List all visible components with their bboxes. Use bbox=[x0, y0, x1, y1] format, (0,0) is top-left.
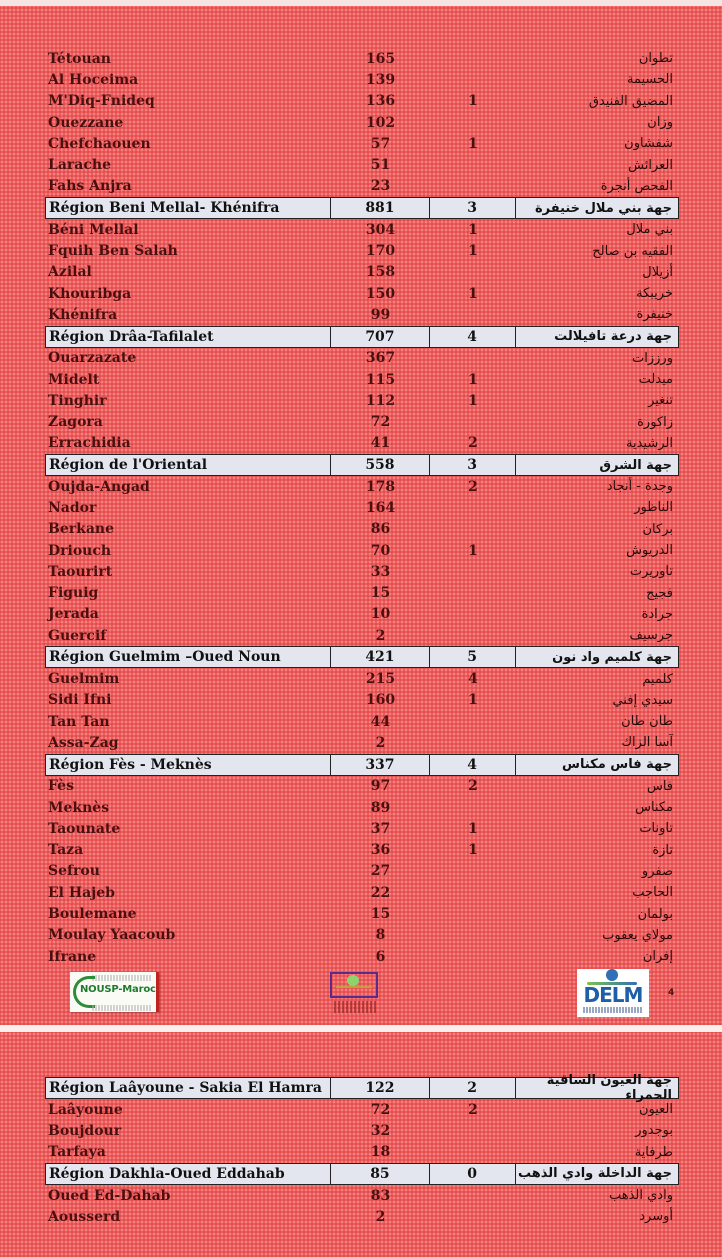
name-ar-cell: مولاي يعقوب bbox=[602, 927, 673, 943]
name-fr-cell: Midelt bbox=[48, 371, 100, 388]
cases-cell: 85 bbox=[331, 1164, 430, 1184]
name-fr-cell: Béni Mellal bbox=[48, 221, 139, 238]
name-fr-cell: Fquih Ben Salah bbox=[48, 243, 178, 260]
logo-caption bbox=[334, 1001, 376, 1013]
cases-cell: 70 bbox=[370, 542, 391, 559]
cases-cell: 2 bbox=[375, 1208, 386, 1225]
deaths-cell: 1 bbox=[468, 692, 478, 709]
cases-cell: 215 bbox=[365, 671, 396, 688]
name-ar-cell: إفران bbox=[642, 949, 673, 965]
cases-cell: 97 bbox=[370, 778, 391, 795]
name-ar-cell: فاس bbox=[646, 778, 673, 794]
deaths-cell: 2 bbox=[468, 478, 478, 495]
cases-cell: 421 bbox=[331, 647, 430, 667]
name-ar-cell: جهة العيون الساقية الحمراء bbox=[546, 1073, 673, 1103]
name-fr-cell: Région Beni Mellal- Khénifra bbox=[46, 198, 331, 218]
name-fr-cell: Meknès bbox=[48, 799, 110, 816]
name-ar-cell: طرفاية bbox=[634, 1144, 673, 1160]
name-ar-cell: الفقيه بن صالح bbox=[592, 243, 673, 259]
name-fr-cell: Moulay Yaacoub bbox=[48, 927, 176, 944]
name-ar-cell: وادي الذهب bbox=[608, 1188, 673, 1204]
cases-cell: 57 bbox=[370, 135, 391, 152]
deaths-cell: 2 bbox=[468, 778, 478, 795]
table-row bbox=[45, 604, 679, 625]
name-ar-cell: صفرو bbox=[641, 863, 673, 879]
name-fr-cell: El Hajeb bbox=[48, 884, 115, 901]
deaths-cell: 1 bbox=[468, 820, 478, 837]
cases-cell: 41 bbox=[370, 435, 391, 452]
cases-cell: 89 bbox=[370, 799, 391, 816]
name-fr-cell: Taza bbox=[48, 842, 84, 859]
name-fr-cell: Errachidia bbox=[48, 435, 131, 452]
name-fr-cell: Ouarzazate bbox=[48, 350, 137, 367]
name-ar-cell: جهة درعة تافيلالت bbox=[554, 329, 673, 345]
cases-cell: 6 bbox=[375, 948, 386, 965]
page-number: 4 bbox=[668, 988, 675, 998]
name-fr-cell: Région de l'Oriental bbox=[46, 455, 331, 475]
cases-cell: 102 bbox=[365, 114, 396, 131]
name-fr-cell: Aousserd bbox=[48, 1208, 121, 1225]
cases-cell: 37 bbox=[370, 820, 391, 837]
logo-caption-bottom bbox=[92, 1005, 152, 1011]
name-ar-cell: الدريوش bbox=[626, 543, 673, 559]
delm-logo-subtitle bbox=[583, 1007, 643, 1013]
cases-cell: 160 bbox=[365, 692, 396, 709]
deaths-cell: 3 bbox=[430, 198, 516, 218]
delm-logo-text: DELM bbox=[583, 983, 643, 1007]
table-row bbox=[45, 1206, 679, 1227]
logo-caption-top bbox=[92, 975, 152, 981]
cases-cell: 2 bbox=[375, 627, 386, 644]
name-ar-cell: الحسيمة bbox=[627, 72, 673, 88]
name-ar-cell: ميدلت bbox=[638, 372, 673, 387]
region-header-row bbox=[45, 1073, 679, 1103]
name-ar-cell: تازة bbox=[652, 842, 673, 858]
name-fr-cell: Région Laâyoune - Sakia El Hamra bbox=[46, 1078, 331, 1098]
name-ar-cell: جهة فاس مكناس bbox=[562, 757, 673, 773]
name-fr-cell: Boujdour bbox=[48, 1122, 122, 1139]
region-header-row bbox=[45, 1163, 679, 1185]
cases-cell: 150 bbox=[365, 285, 396, 302]
page-top-margin bbox=[0, 0, 722, 6]
name-fr-cell: Région Guelmim –Oued Noun bbox=[46, 647, 331, 667]
name-fr-cell: Ouezzane bbox=[48, 114, 124, 131]
globe-icon bbox=[347, 975, 359, 986]
name-fr-cell: Tinghir bbox=[48, 392, 107, 409]
table-row bbox=[45, 411, 679, 432]
name-ar-cell: بوجدور bbox=[635, 1123, 673, 1139]
cases-cell: 22 bbox=[370, 884, 391, 901]
cases-cell: 881 bbox=[331, 198, 430, 218]
name-fr-cell: Al Hoceima bbox=[48, 71, 139, 88]
cases-cell: 164 bbox=[365, 499, 396, 516]
deaths-cell: 1 bbox=[468, 542, 478, 559]
name-ar-cell: جهة بني ملال خنيفرة bbox=[534, 200, 673, 216]
name-ar-cell: شفشاون bbox=[624, 136, 673, 152]
table-row bbox=[45, 1120, 679, 1141]
table-row bbox=[45, 840, 679, 861]
cases-table-page-5 bbox=[45, 1073, 679, 1227]
name-fr-cell: M'Diq-Fnideq bbox=[48, 93, 155, 110]
cases-cell: 115 bbox=[365, 371, 396, 388]
table-row bbox=[45, 476, 679, 497]
table-row bbox=[45, 583, 679, 604]
name-fr-cell: Larache bbox=[48, 157, 111, 174]
name-fr-cell: Tétouan bbox=[48, 50, 111, 67]
deaths-cell: 1 bbox=[468, 842, 478, 859]
cases-cell: 178 bbox=[365, 478, 396, 495]
table-row bbox=[45, 369, 679, 390]
name-fr-cell: Ifrane bbox=[48, 948, 97, 965]
name-ar-cell: تاوريرت bbox=[629, 564, 673, 580]
deaths-cell: 1 bbox=[468, 392, 478, 409]
name-fr-cell: Nador bbox=[48, 499, 97, 516]
nousp-maroc-logo bbox=[70, 972, 159, 1012]
table-row bbox=[45, 219, 679, 240]
name-ar-cell: بني ملال bbox=[626, 222, 673, 238]
cases-cell: 112 bbox=[365, 392, 396, 409]
deaths-cell: 1 bbox=[468, 243, 478, 260]
deaths-cell: 4 bbox=[430, 327, 516, 347]
table-row bbox=[45, 133, 679, 154]
ministry-of-health-logo bbox=[330, 972, 380, 1012]
cases-cell: 72 bbox=[370, 414, 391, 431]
table-row bbox=[45, 154, 679, 175]
name-fr-cell: Boulemane bbox=[48, 906, 137, 923]
name-ar-cell: فجيج bbox=[646, 585, 673, 601]
name-fr-cell: Assa-Zag bbox=[48, 734, 119, 751]
name-ar-cell: جهة كلميم واد نون bbox=[552, 649, 673, 665]
cases-cell: 707 bbox=[331, 327, 430, 347]
deaths-cell: 0 bbox=[430, 1164, 516, 1184]
delm-logo bbox=[577, 969, 649, 1017]
table-row bbox=[45, 433, 679, 454]
deaths-cell: 3 bbox=[430, 455, 516, 475]
name-fr-cell: Laâyoune bbox=[48, 1101, 123, 1118]
name-fr-cell: Guercif bbox=[48, 627, 107, 644]
name-fr-cell: Driouch bbox=[48, 542, 112, 559]
table-row bbox=[45, 797, 679, 818]
table-row bbox=[45, 1185, 679, 1206]
region-header-row bbox=[45, 326, 679, 348]
deaths-cell: 2 bbox=[468, 435, 478, 452]
cases-cell: 136 bbox=[365, 93, 396, 110]
table-row bbox=[45, 283, 679, 304]
deaths-cell: 1 bbox=[468, 135, 478, 152]
name-fr-cell: Oujda-Angad bbox=[48, 478, 150, 495]
cases-cell: 72 bbox=[370, 1101, 391, 1118]
table-row bbox=[45, 711, 679, 732]
cases-cell: 86 bbox=[370, 521, 391, 538]
name-fr-cell: Fès bbox=[48, 778, 74, 795]
deaths-cell: 1 bbox=[468, 221, 478, 238]
table-row bbox=[45, 262, 679, 283]
table-row bbox=[45, 690, 679, 711]
table-row bbox=[45, 625, 679, 646]
name-ar-cell: العرائش bbox=[628, 157, 673, 173]
name-ar-cell: ورززات bbox=[632, 350, 673, 366]
name-fr-cell: Chefchaouen bbox=[48, 135, 151, 152]
cases-cell: 32 bbox=[370, 1122, 391, 1139]
cases-table-page-4 bbox=[45, 48, 679, 967]
table-row bbox=[45, 1099, 679, 1120]
name-ar-cell: كلميم bbox=[642, 671, 673, 687]
cases-cell: 33 bbox=[370, 563, 391, 580]
name-ar-cell: بولمان bbox=[637, 906, 673, 922]
cases-cell: 122 bbox=[331, 1078, 430, 1098]
table-row bbox=[45, 561, 679, 582]
region-header-row bbox=[45, 646, 679, 668]
name-ar-cell: الرشيدية bbox=[626, 435, 673, 451]
table-row bbox=[45, 1142, 679, 1163]
name-fr-cell: Guelmim bbox=[48, 671, 120, 688]
name-fr-cell: Tan Tan bbox=[48, 713, 110, 730]
name-fr-cell: Sefrou bbox=[48, 863, 100, 880]
table-row bbox=[45, 91, 679, 112]
cases-cell: 8 bbox=[375, 927, 386, 944]
name-ar-cell: أزيلال bbox=[642, 264, 673, 280]
cases-cell: 158 bbox=[365, 264, 396, 281]
table-row bbox=[45, 304, 679, 325]
name-fr-cell: Zagora bbox=[48, 414, 103, 431]
cases-cell: 15 bbox=[370, 585, 391, 602]
name-ar-cell: آسا الزاك bbox=[621, 735, 673, 751]
name-ar-cell: مكناس bbox=[635, 800, 673, 816]
deaths-cell: 2 bbox=[468, 1101, 478, 1118]
cases-cell: 44 bbox=[370, 713, 391, 730]
name-fr-cell: Fahs Anjra bbox=[48, 178, 132, 195]
name-fr-cell: Région Fès - Meknès bbox=[46, 755, 331, 775]
name-ar-cell: الناظور bbox=[634, 500, 673, 516]
cases-cell: 170 bbox=[365, 243, 396, 260]
cases-cell: 27 bbox=[370, 863, 391, 880]
page-separator bbox=[0, 1025, 722, 1032]
table-row bbox=[45, 668, 679, 689]
table-row bbox=[45, 48, 679, 69]
name-ar-cell: بركان bbox=[642, 521, 673, 537]
region-header-row bbox=[45, 754, 679, 776]
deaths-cell: 1 bbox=[468, 371, 478, 388]
table-row bbox=[45, 69, 679, 90]
name-ar-cell: جرادة bbox=[641, 606, 673, 622]
cases-cell: 99 bbox=[370, 306, 391, 323]
table-row bbox=[45, 497, 679, 518]
cases-cell: 18 bbox=[370, 1144, 391, 1161]
cases-cell: 304 bbox=[365, 221, 396, 238]
region-header-row bbox=[45, 454, 679, 476]
name-fr-cell: Khouribga bbox=[48, 285, 132, 302]
table-row bbox=[45, 882, 679, 903]
name-ar-cell: أوسرد bbox=[639, 1209, 673, 1225]
name-fr-cell: Sidi Ifni bbox=[48, 692, 112, 709]
table-row bbox=[45, 240, 679, 261]
table-row bbox=[45, 348, 679, 369]
cases-cell: 15 bbox=[370, 906, 391, 923]
cases-cell: 558 bbox=[331, 455, 430, 475]
name-ar-cell: تطوان bbox=[638, 51, 673, 67]
region-header-row bbox=[45, 197, 679, 219]
name-ar-cell: زاكورة bbox=[637, 414, 673, 430]
cases-cell: 2 bbox=[375, 734, 386, 751]
cases-cell: 165 bbox=[365, 50, 396, 67]
name-ar-cell: الفحص أنجرة bbox=[600, 178, 673, 194]
table-row bbox=[45, 925, 679, 946]
name-ar-cell: طان طان bbox=[621, 714, 673, 730]
table-row bbox=[45, 946, 679, 967]
deaths-cell: 4 bbox=[468, 671, 478, 688]
name-ar-cell: وجدة - أنجاد bbox=[606, 479, 673, 495]
table-row bbox=[45, 540, 679, 561]
logo-dot-icon bbox=[606, 969, 618, 981]
name-ar-cell: خنيفرة bbox=[636, 307, 673, 323]
table-row bbox=[45, 390, 679, 411]
name-fr-cell: Berkane bbox=[48, 521, 114, 538]
name-ar-cell: تاونات bbox=[639, 821, 673, 837]
page-footer bbox=[0, 968, 722, 1028]
name-ar-cell: وزان bbox=[647, 115, 673, 131]
name-ar-cell: جرسيف bbox=[629, 628, 673, 644]
name-fr-cell: Taourirt bbox=[48, 563, 113, 580]
table-row bbox=[45, 818, 679, 839]
name-fr-cell: Khénifra bbox=[48, 306, 118, 323]
name-fr-cell: Figuig bbox=[48, 585, 99, 602]
name-fr-cell: Azilal bbox=[48, 264, 92, 281]
cases-cell: 36 bbox=[370, 842, 391, 859]
cases-cell: 51 bbox=[370, 157, 391, 174]
nousp-logo-text: NOUSP-Maroc bbox=[80, 984, 156, 995]
cases-cell: 10 bbox=[370, 606, 391, 623]
name-ar-cell: تنغير bbox=[648, 393, 673, 409]
cases-cell: 23 bbox=[370, 178, 391, 195]
name-fr-cell: Taounate bbox=[48, 820, 121, 837]
table-row bbox=[45, 776, 679, 797]
name-ar-cell: الحاجب bbox=[632, 885, 673, 901]
logo-line bbox=[336, 986, 372, 988]
deaths-cell: 4 bbox=[430, 755, 516, 775]
name-ar-cell: جهة الشرق bbox=[599, 457, 673, 473]
name-fr-cell: Région Dakhla-Oued Eddahab bbox=[46, 1164, 331, 1184]
table-row bbox=[45, 732, 679, 753]
cases-cell: 139 bbox=[365, 71, 396, 88]
name-ar-cell: خريبكة bbox=[636, 286, 673, 302]
deaths-cell: 5 bbox=[430, 647, 516, 667]
name-ar-cell: العيون bbox=[638, 1102, 673, 1118]
name-ar-cell: جهة الداخلة وادي الذهب bbox=[517, 1166, 673, 1182]
cases-cell: 367 bbox=[365, 350, 396, 367]
table-row bbox=[45, 176, 679, 197]
cases-cell: 337 bbox=[331, 755, 430, 775]
deaths-cell: 2 bbox=[430, 1078, 516, 1098]
table-row bbox=[45, 112, 679, 133]
name-fr-cell: Jerada bbox=[48, 606, 99, 623]
table-row bbox=[45, 519, 679, 540]
table-row bbox=[45, 861, 679, 882]
name-fr-cell: Tarfaya bbox=[48, 1144, 106, 1161]
cases-cell: 83 bbox=[370, 1187, 391, 1204]
deaths-cell: 1 bbox=[468, 93, 478, 110]
name-fr-cell: Région Drâa-Tafilalet bbox=[46, 327, 331, 347]
name-fr-cell: Oued Ed-Dahab bbox=[48, 1187, 171, 1204]
deaths-cell: 1 bbox=[468, 285, 478, 302]
table-row bbox=[45, 903, 679, 924]
name-ar-cell: سيدي إفني bbox=[612, 692, 673, 708]
name-ar-cell: المضيق الفنيدق bbox=[588, 93, 673, 109]
